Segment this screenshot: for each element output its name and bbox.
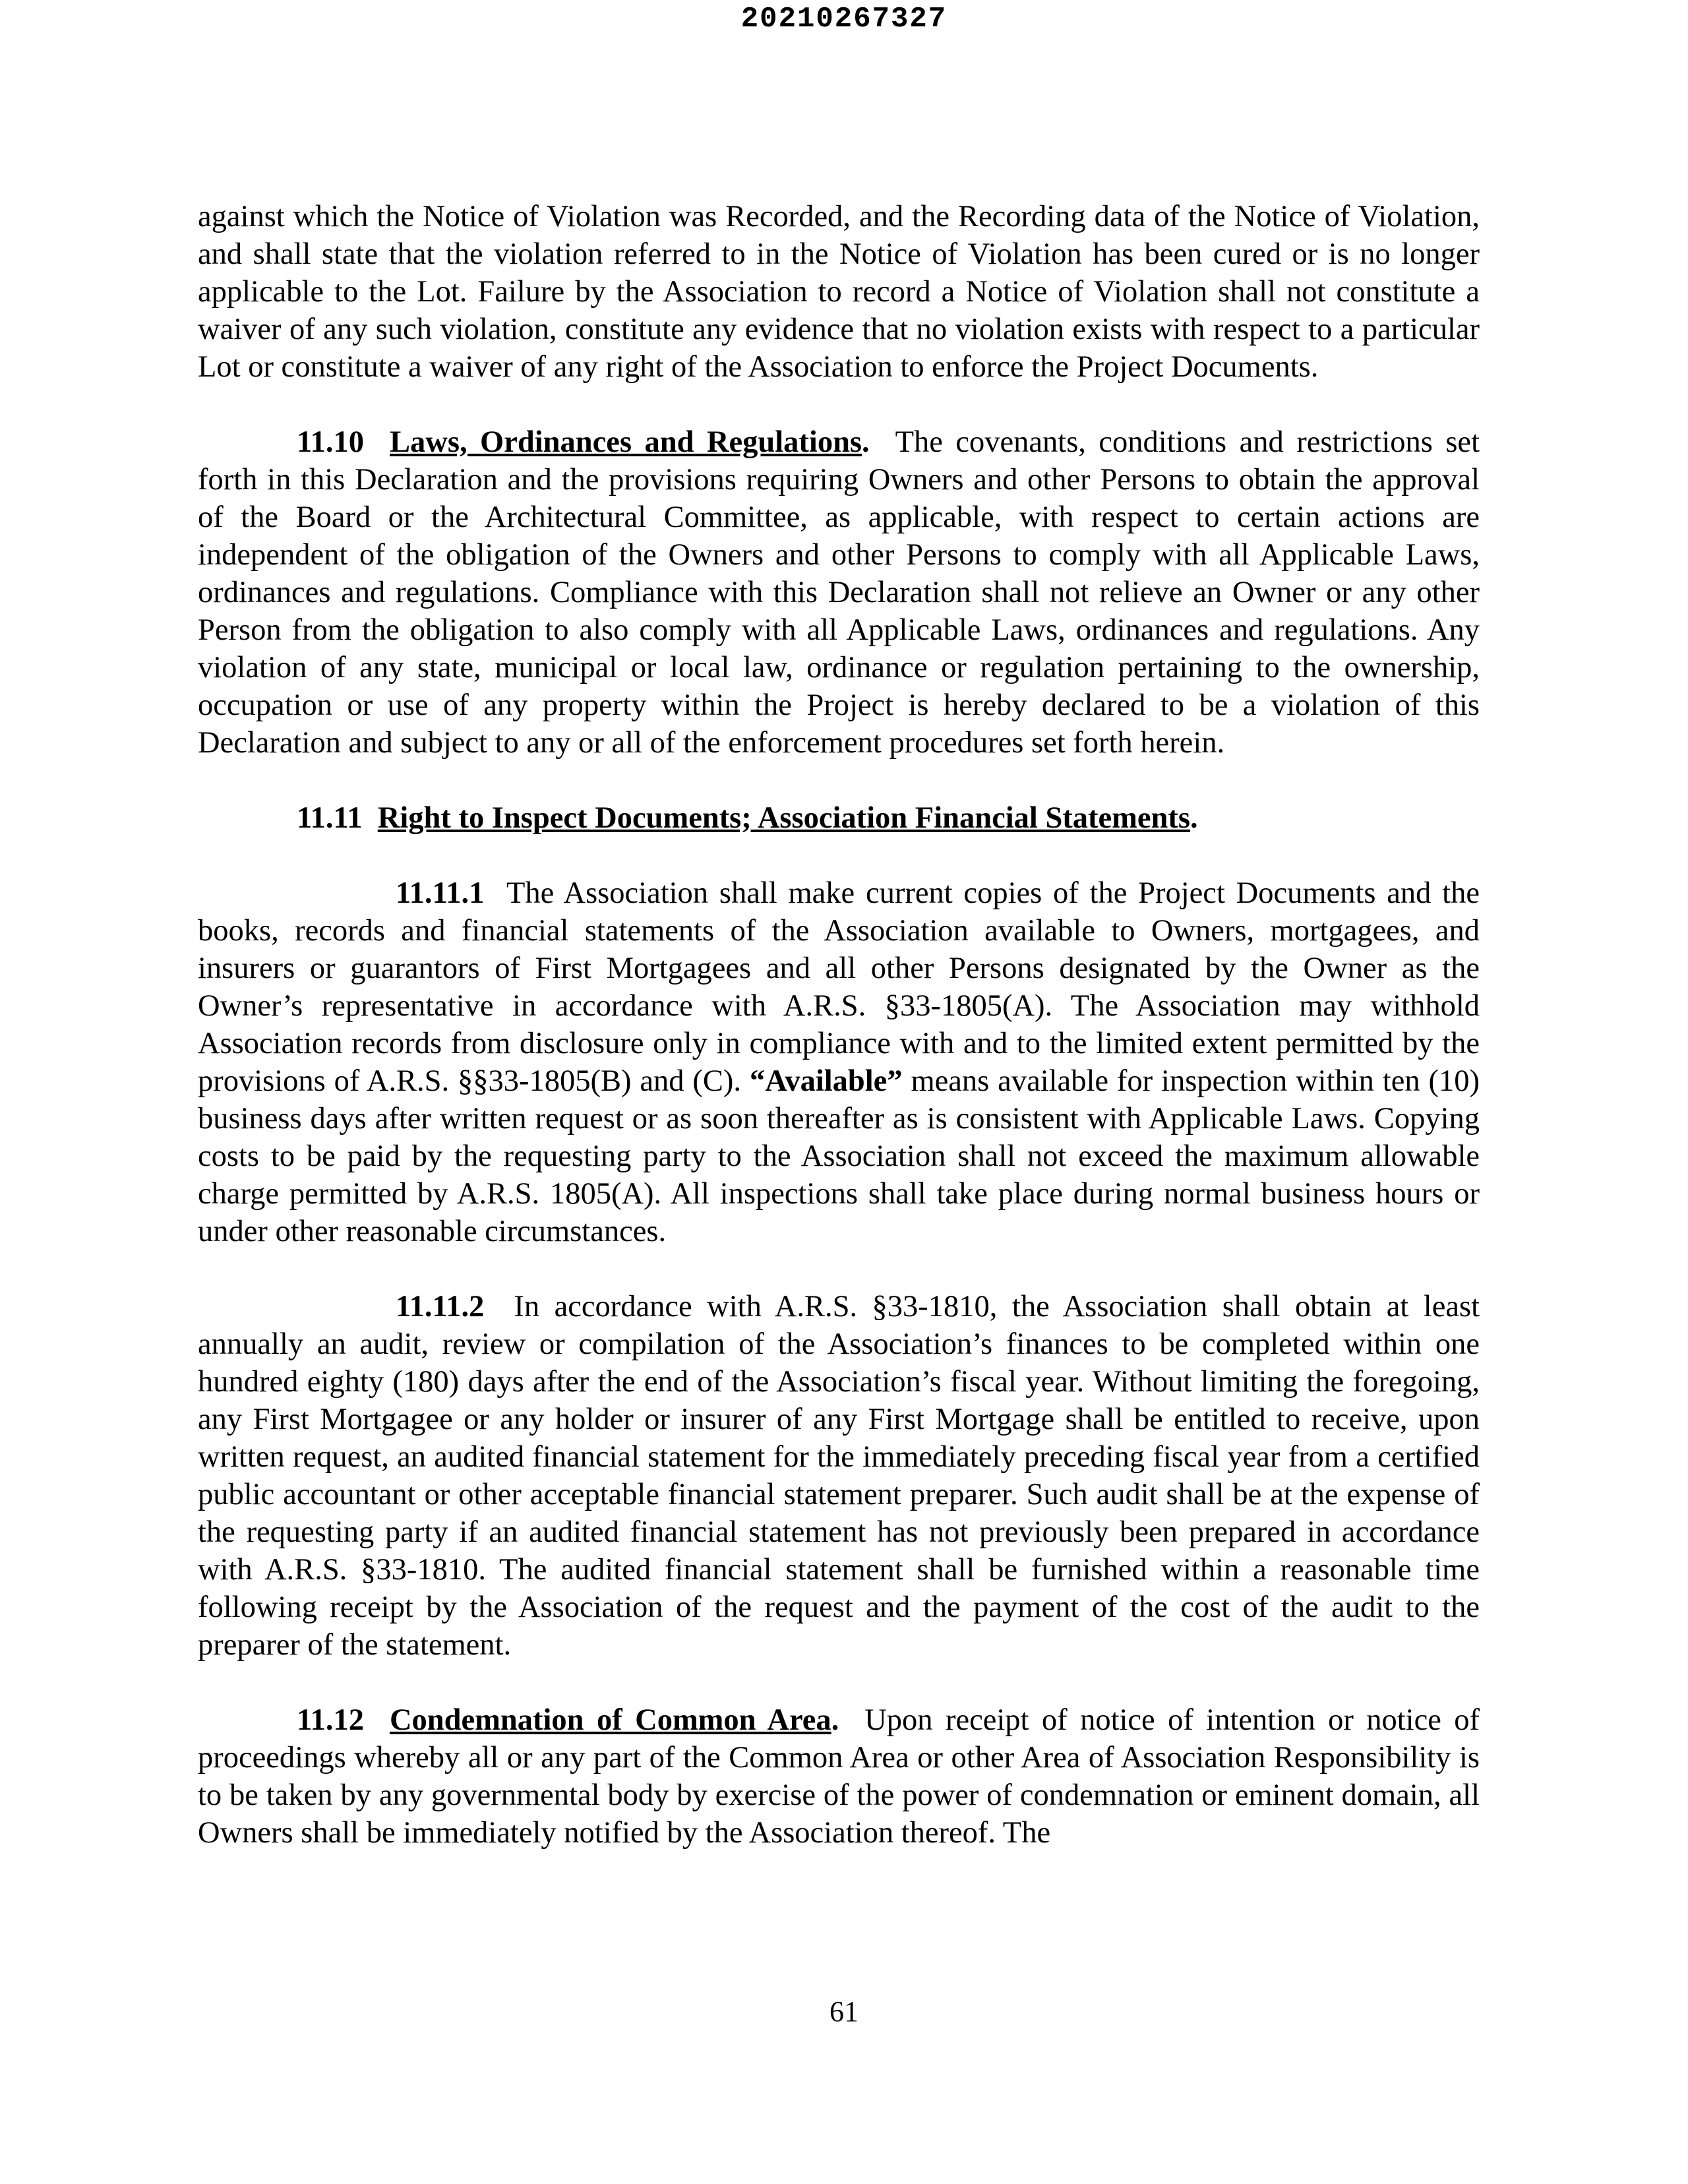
heading-period: . (1190, 801, 1198, 835)
section-heading: Condemnation of Common Area (389, 1703, 831, 1737)
document-number: 20210267327 (740, 3, 948, 36)
section-11-12 (198, 1701, 1480, 1852)
section-text-before: The Association shall make current copies of the Project Documents and the books, records and financial statements of the Association available to Owners, mortgagees, and insurers or guarantors of First Mortgagees and all other Persons designated by the Owner as the Owner’s representative in accordance with A.R.S. §33-1805(A). The Association may withhold Association records from disclosure only in compliance with and to the limited extent permitted by the provisions of A.R.S. §§33-1805(B) and (C). (198, 876, 1480, 1098)
section-number: 11.11.1 (396, 876, 485, 910)
section-text: Upon receipt of notice of intention or notice of proceedings whereby all or any part of the Common Area or other Area of Association Responsibility is to be taken by any governmental body by exercise of the power of condemnation or eminent domain, all Owners shall be immediately notified by the Association thereof. The (198, 1703, 1480, 1850)
page-number: 61 (829, 1995, 859, 2028)
section-number: 11.10 (297, 425, 365, 459)
section-text: The covenants, conditions and restrictions set forth in this Declaration and the provisions requiring Owners and other Persons to obtain the approval of the Board or the Architectural Committee, as applicable, with respect to certain actions are independent of the obligation of the Owners and other Persons to comply with all Applicable Laws, ordinances and regulations. Compliance with this Declaration shall not relieve an Owner or any other Person from the obligation to also comply with all Applicable Laws, ordinances and regulations. Any violation of any state, municipal or local law, ordinance or regulation pertaining to the ownership, occupation or use of any property within the Project is hereby declared to be a violation of this Declaration and subject to any or all of the enforcement procedures set forth herein. (198, 425, 1480, 760)
heading-period: . (831, 1703, 839, 1737)
section-11-11-2 (198, 1288, 1480, 1664)
section-11-11-1 (198, 874, 1480, 1250)
document-body (198, 198, 1480, 1852)
section-number: 11.12 (297, 1703, 365, 1737)
section-number: 11.11 (297, 801, 363, 835)
defined-term: “Available” (749, 1064, 903, 1098)
section-heading: Right to Inspect Documents; Association Financial Statements (377, 801, 1190, 835)
section-number: 11.11.2 (396, 1290, 485, 1323)
paragraph-text: against which the Notice of Violation was Recorded, and the Recording data of the Notice of Violation, and shall state that the violation referred to in the Notice of Violation has been cured or is no longer applicable to the Lot. Failure by the Association to record a Notice of Violation shall not constitute a waiver of any such violation, constitute any evidence that no violation exists with respect to a particular Lot or constitute a waiver of any right of the Association to enforce the Project Documents. (198, 200, 1480, 384)
section-heading: Laws, Ordinances and Regulations (390, 425, 862, 459)
section-11-10 (198, 423, 1480, 762)
section-11-11 (198, 799, 1480, 837)
section-text: In accordance with A.R.S. §33-1810, the Association shall obtain at least annually an audit, review or compilation of the Association’s finances to be completed within one hundred eighty (180) days after the end of the Association’s fiscal year. Without limiting the foregoing, any First Mortgagee or any holder or insurer of any First Mortgage shall be entitled to receive, upon written request, an audited financial statement for the immediately preceding fiscal year from a certified public accountant or other acceptable financial statement preparer. Such audit shall be at the expense of the requesting party if an audited financial statement has not previously been prepared in accordance with A.R.S. §33-1810. The audited financial statement shall be furnished within a reasonable time following receipt by the Association of the request and the payment of the cost of the audit to the preparer of the statement. (198, 1290, 1480, 1662)
section-text-after: means available for inspection within ten (10) business days after written request or as soon thereafter as is consistent with Applicable Laws. Copying costs to be paid by the requesting party to the Association shall not exceed the maximum allowable charge permitted by A.R.S. 1805(A). All inspections shall take place during normal business hours or under other reasonable circumstances. (198, 1064, 1480, 1248)
continuation-paragraph (198, 198, 1480, 386)
heading-period: . (862, 425, 870, 459)
